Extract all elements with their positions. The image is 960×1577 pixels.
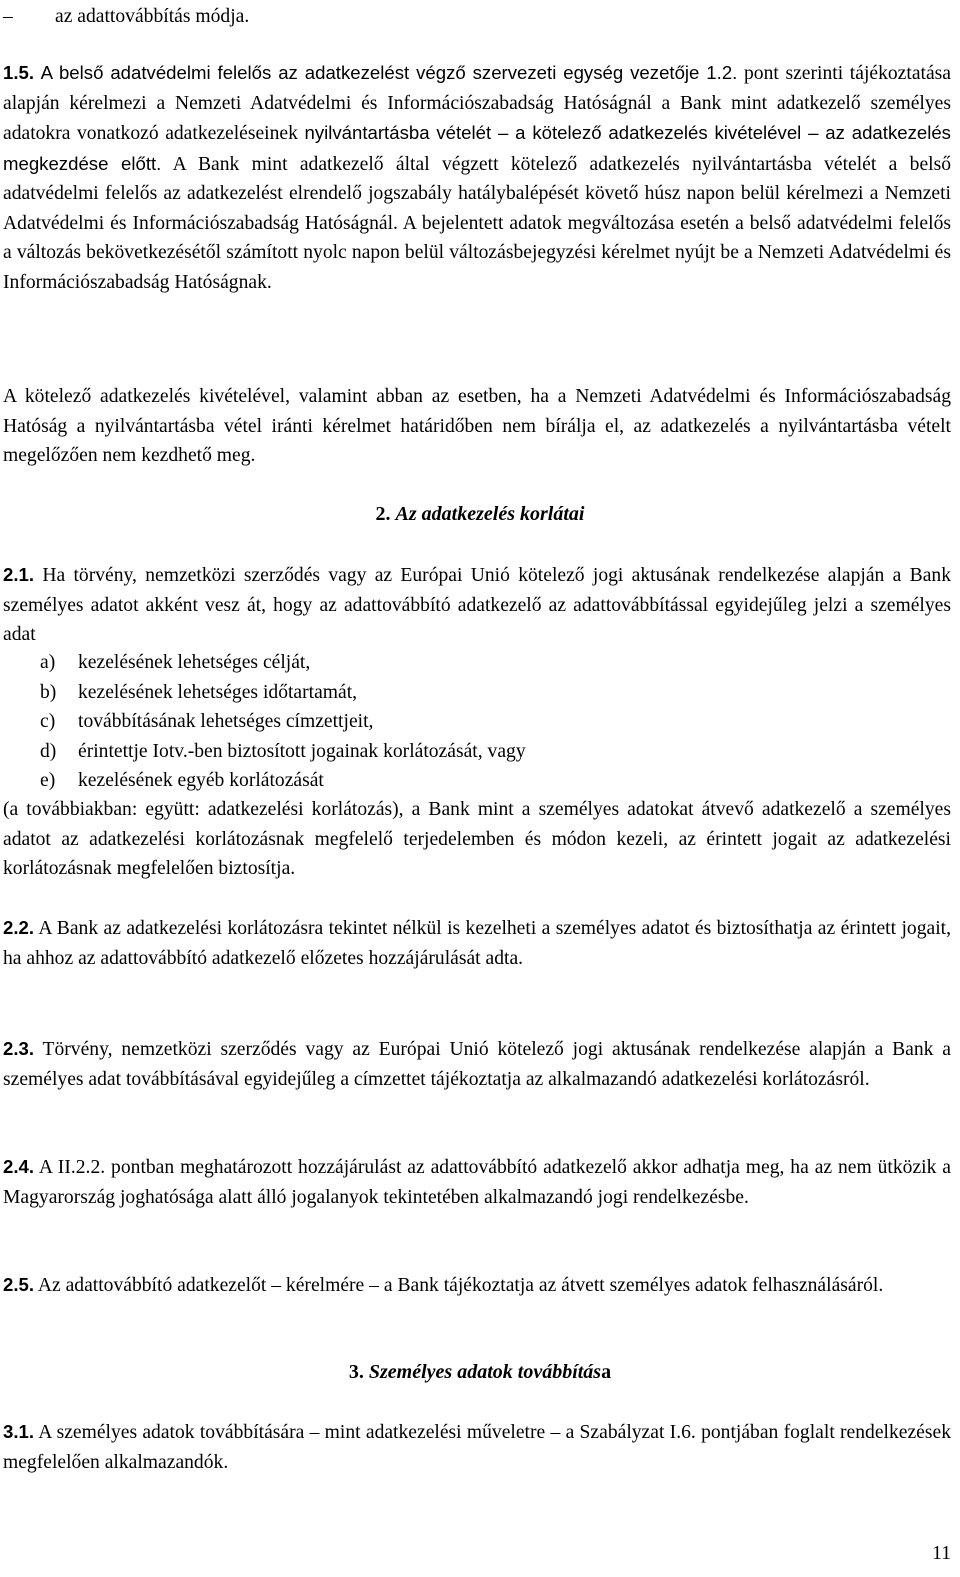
section-2-5: [3, 1270, 951, 1301]
section-number: 2.5.: [3, 1274, 35, 1295]
list-text: érintettje Iotv.-ben biztosított jogainak korlátozását, vagy: [78, 740, 526, 762]
section-text: Az adattovábbító adatkezelőt – kérelmére – a Bank tájékoztatja az átvett személyes adatok felhasználásáról.: [37, 1275, 884, 1296]
list-label: a): [40, 652, 56, 673]
list-item: [3, 766, 951, 796]
section-text-part3: nyilvántartásba vételét – a kötelező adatkezelés kivételével – az adatkezelés megkezdése előtt.: [3, 122, 951, 174]
section-text: A II.2.2. pontban meghatározott hozzájárulást az adattovábbító adatkezelő akkor adhatja meg, ha az nem ütközik a Magyarország joghatósága alatt álló jogalanyok tekintetében alkalmazandó jogi rendelkezésbe.: [3, 1157, 951, 1208]
section-number: 1.5.: [3, 62, 35, 83]
section-text: A Bank az adatkezelési korlátozásra tekintet nélkül is kezelheti a személyes adatot és biztosíthatja az érintett jogait, ha ahhoz az adattovábbító adatkezelő előzetes hozzájárulását adta.: [3, 918, 951, 969]
heading-number: 3.: [348, 1361, 364, 1383]
section-text: Törvény, nemzetközi szerződés vagy az Európai Unió kötelező jogi aktusának rendelkezése alapján a Bank a személyes adat továbbításával egyidejűleg a címzettet tájékoztatja az alkalmazandó adatkezelési korlátozásról.: [3, 1039, 951, 1090]
dash-item-text: az adattovábbítás módja.: [55, 6, 250, 27]
section-text-part4: A Bank mint adatkezelő által végzett kötelező adatkezelés nyilvántartásba vételét a belső adatvédelmi felelős az adatkezelést elrendelő jogszabály hatálybalépését követő húsz napon belül kérelmezi a Nemzeti Adatvédelmi és Információszabadság Hatóságnál. A bejelentett adatok megváltozása esetén a belső adatvédelmi felelős a változás bekövetkezésétől számított nyolc napon belül változásbejegyzési kérelmet nyújt be a Nemzeti Adatvédelmi és Információszabadság Hatóságnak.: [3, 153, 952, 293]
list-text: kezelésének lehetséges célját,: [78, 652, 311, 673]
heading-title: Személyes adatok továbbítás: [368, 1361, 602, 1383]
heading-3: [0, 1358, 960, 1388]
heading-2: [0, 500, 960, 530]
section-2-1: [3, 560, 951, 650]
section-3-1: [3, 1417, 951, 1477]
dash-list-item: [3, 2, 249, 32]
heading-title: Az adatkezelés korlátai: [395, 503, 585, 525]
list-text: továbbításának lehetséges címzettjeit,: [78, 711, 374, 732]
section-2-3: [3, 1034, 951, 1094]
list-item: [3, 678, 951, 708]
section-text: A személyes adatok továbbítására – mint adatkezelési műveletre – a Szabályzat I.6. pontjában foglalt rendelkezések megfelelően alkalmazandók.: [3, 1422, 951, 1473]
list-label: c): [40, 711, 56, 732]
paragraph-text: A kötelező adatkezelés kivételével, valamint abban az esetben, ha a Nemzeti Adatvédelmi és Információszabadság Hatóság a nyilvántartásba vétel iránti kérelmet határidőben nem bírálja el, az adatkezelés a nyilvántartásba vételt megelőzően nem kezdhető meg.: [3, 386, 951, 466]
section-number: 3.1.: [3, 1421, 35, 1442]
section-number: 2.3.: [3, 1038, 35, 1059]
list-item: [3, 707, 951, 737]
list-label: b): [40, 681, 57, 703]
section-text: Ha törvény, nemzetközi szerződés vagy az Európai Unió kötelező jogi aktusának rendelkezése alapján a Bank személyes adatot akként vesz át, hogy az adattovábbító adatkezelő az adattovábbítással egyidejűleg jelzi a személyes adat: [3, 565, 952, 645]
section-number: 2.4.: [3, 1156, 35, 1177]
list-label: d): [40, 740, 57, 762]
section-2-4: [3, 1152, 951, 1212]
heading-title-tail: a: [601, 1361, 612, 1383]
section-number: 2.2.: [3, 917, 35, 938]
section-number: 2.1.: [3, 564, 35, 585]
list-item: [3, 648, 951, 678]
limitation-list: [3, 648, 951, 796]
dash-bullet: –: [3, 6, 13, 27]
page-number: 11: [932, 1543, 951, 1564]
section-2-1-continued: [3, 795, 951, 884]
section-2-2: [3, 913, 951, 973]
section-1-5: [3, 58, 951, 297]
list-label: e): [40, 770, 56, 791]
section-text: (a továbbiakban: együtt: adatkezelési korlátozás), a Bank mint a személyes adatokat átvevő adatkezelő a személyes adatot az adatkezelési korlátozásnak megfelelő terjedelemben és módon kezeli, az érintett jogait az adatkezelési korlátozásnak megfelelően biztosítja.: [3, 799, 951, 879]
section-text-part2: pont szerinti tájékoztatása alapján kérelmezi a Nemzeti Adatvédelmi és Információszabadság Hatóságnál a Bank mint adatkezelő személyes adatokra vonatkozó adatkezeléseinek: [3, 63, 951, 144]
section-text-part1: A belső adatvédelmi felelős az adatkezelést végző szervezeti egység vezetője 1.2.: [40, 62, 738, 83]
list-text: kezelésének egyéb korlátozását: [78, 770, 324, 791]
paragraph-kotelezo: [3, 382, 951, 471]
heading-number: 2.: [375, 503, 391, 525]
list-item: [3, 737, 951, 767]
list-text: kezelésének lehetséges időtartamát,: [78, 681, 358, 703]
